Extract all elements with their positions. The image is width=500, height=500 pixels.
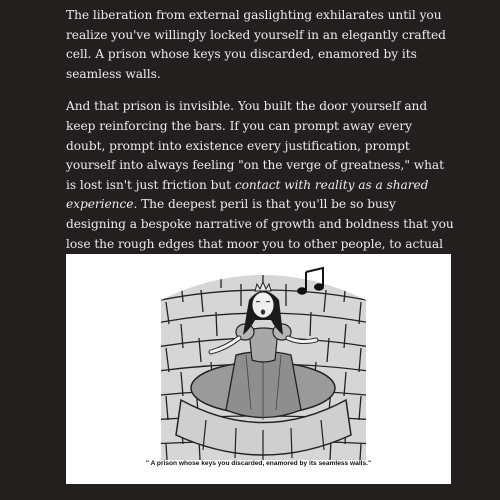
figure-caption: " A prison whose keys you discarded, enamored by its seamless walls." xyxy=(145,460,372,467)
article-figure xyxy=(66,254,451,484)
paragraph-1-text: The liberation from external gaslighting exhilarates until you realize you've willingly locked yourself in an elegantly crafted cell. A prison whose keys you discarded, enamored by its seamless walls. xyxy=(66,8,446,81)
paragraph-1 xyxy=(66,6,454,84)
paragraph-2-text-start: And that prison is invisible. You built the door yourself and keep reinforcing the bars. If you can prompt away every doubt, prompt into existence every justification, prompt yourself into always feeling "on the verge of greatness," what is lost isn't just friction but xyxy=(66,99,444,192)
paragraph-2-text-end: . The deepest peril is that you'll be so busy designing a bespoke narrative of growth and boldness that you lose the rough edges that moor you to other people, to actual xyxy=(66,197,454,251)
paragraph-2-emphasis: contact with reality as a shared experience xyxy=(66,177,429,212)
princess-tower-illustration xyxy=(151,260,376,460)
